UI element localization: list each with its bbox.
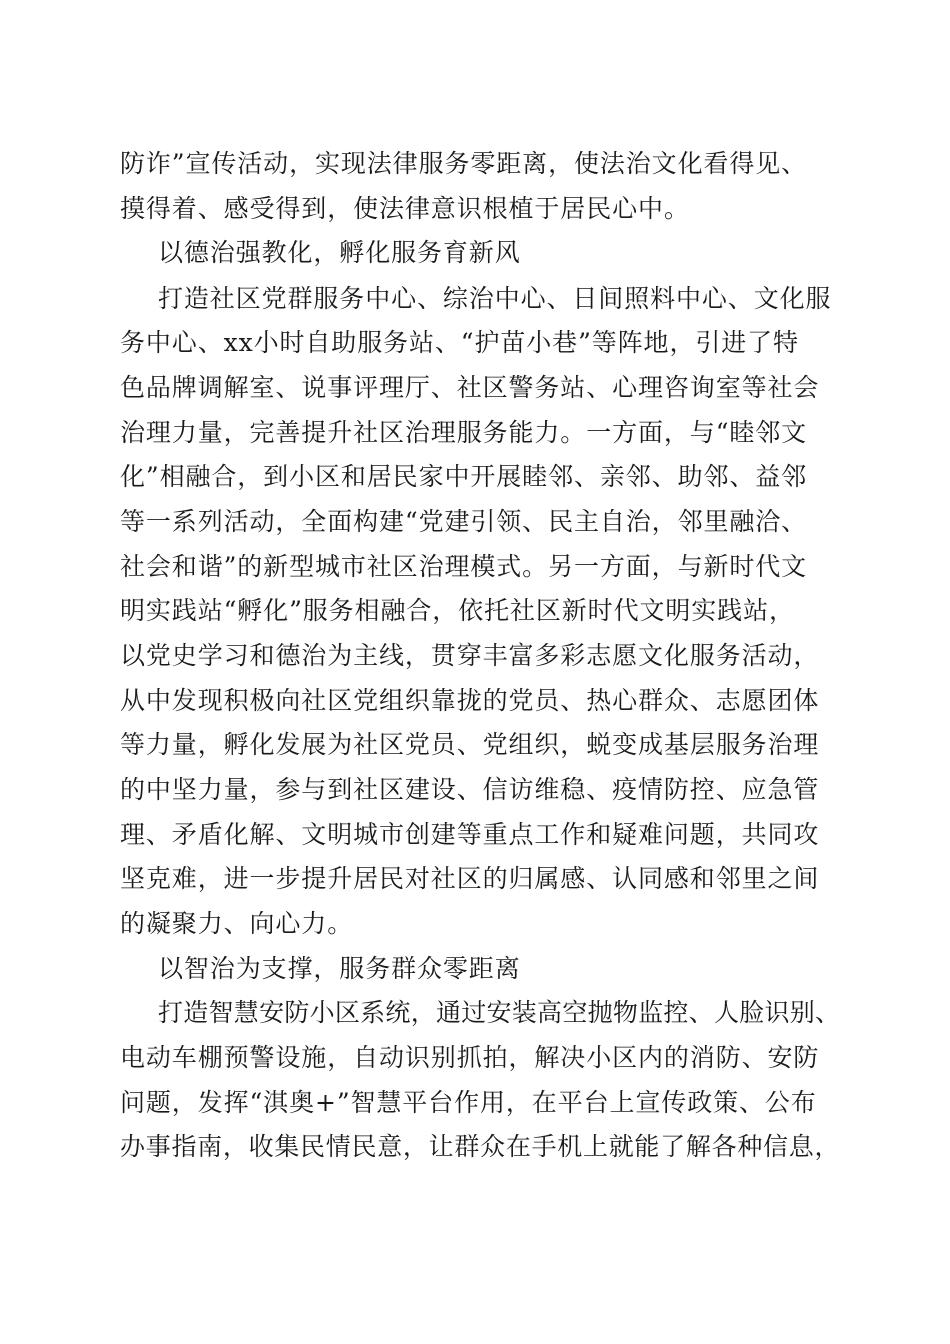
paragraph-line: 打造智慧安防小区系统，通过安装高空抛物监控、人脸识别、 [158,998,841,1027]
section-heading: 以德治强教化，孵化服务育新风 [158,238,521,267]
paragraph-line: 化”相融合，到小区和居民家中开展睦邻、亲邻、助邻、益邻 [120,462,808,491]
paragraph-line: 摸得着、感受得到，使法律意识根植于居民心中。 [120,194,690,223]
paragraph-line: 务中心、xx小时自助服务站、“护苗小巷”等阵地，引进了特 [120,328,799,357]
paragraph-line: 问题，发挥“淇奥+”智慧平台作用，在平台上宣传政策、公布 [120,1088,817,1117]
paragraph-line: 以党史学习和德治为主线，贯穿丰富多彩志愿文化服务活动， [120,641,820,670]
paragraph-line: 色品牌调解室、说事评理厅、社区警务站、心理咨询室等社会 [120,373,820,402]
paragraph-line: 明实践站“孵化”服务相融合，依托社区新时代文明实践站， [120,596,795,625]
paragraph-line: 从中发现积极向社区党组织靠拢的党员、热心群众、志愿团体 [120,686,820,715]
paragraph-line: 的中坚力量，参与到社区建设、信访维稳、疫情防控、应急管 [120,775,820,804]
paragraph-line: 防诈”宣传活动，实现法律服务零距离，使法治文化看得见、 [120,149,808,178]
paragraph-line: 社会和谐”的新型城市社区治理模式。另一方面，与新时代文 [120,552,808,581]
section-heading: 以智治为支撑，服务群众零距离 [158,954,521,983]
paragraph-line: 的凝聚力、向心力。 [120,909,354,938]
paragraph-line: 等一系列活动，全面构建“党建引领、民主自治，邻里融洽、 [120,507,808,536]
paragraph-line: 等力量，孵化发展为社区党员、党组织，蜕变成基层服务治理 [120,730,820,759]
paragraph-line: 坚克难，进一步提升居民对社区的归属感、认同感和邻里之间 [120,864,820,893]
paragraph-line: 电动车棚预警设施，自动识别抓拍，解决小区内的消防、安防 [120,1043,820,1072]
paragraph-line: 打造社区党群服务中心、综治中心、日间照料中心、文化服 [158,284,832,313]
paragraph-line: 治理力量，完善提升社区治理服务能力。一方面，与“睦邻文 [120,418,808,447]
paragraph-line: 办事指南，收集民情民意，让群众在手机上就能了解各种信息， [120,1132,841,1161]
paragraph-line: 理、矛盾化解、文明城市创建等重点工作和疑难问题，共同攻 [120,820,820,849]
